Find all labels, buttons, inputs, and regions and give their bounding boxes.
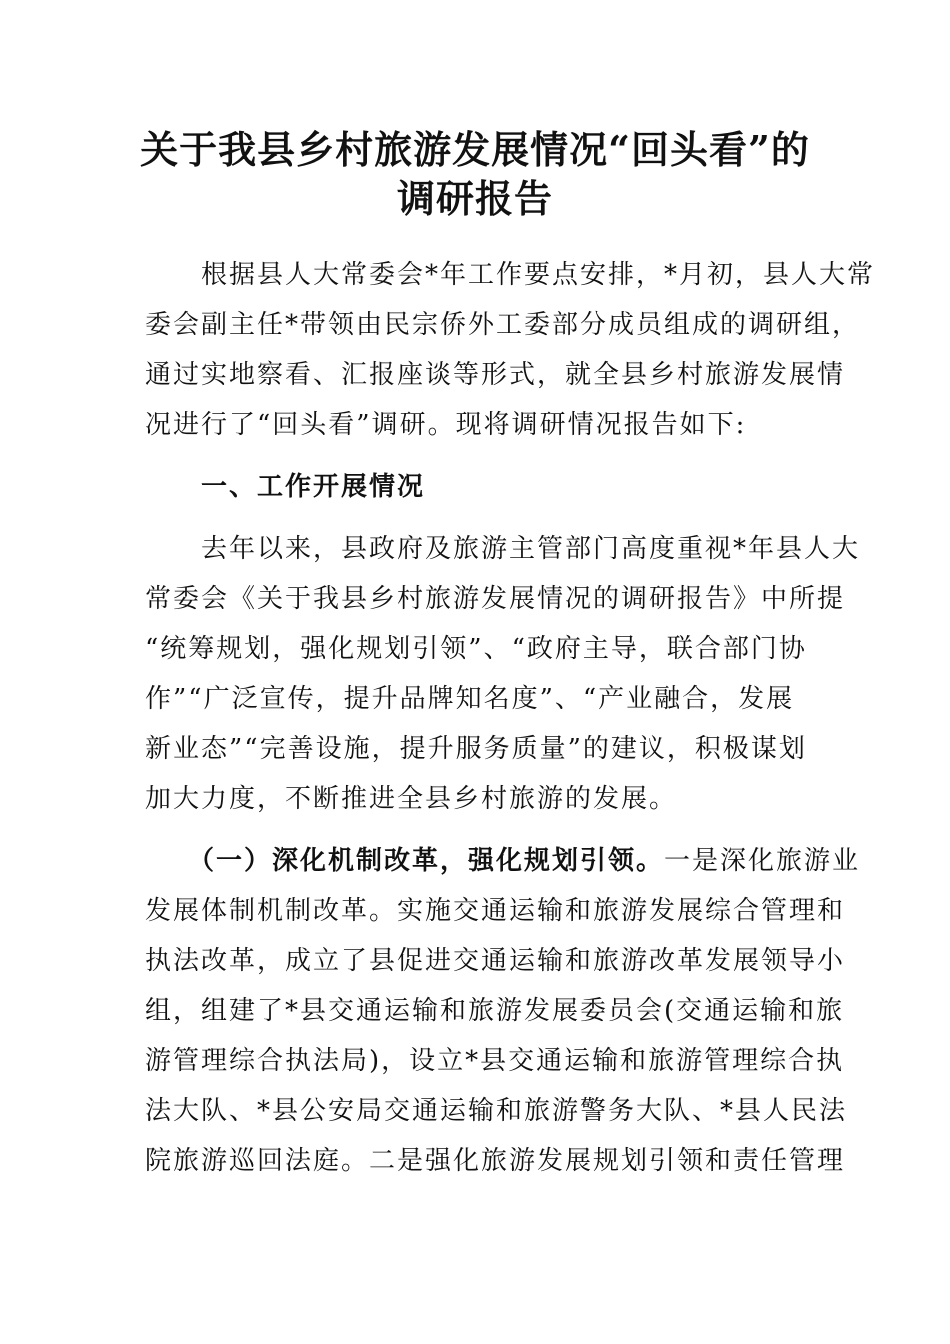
paragraph-line: 根据县人大常委会*年工作要点安排，*月初，县人大常 [145,260,876,290]
subsection-heading: （一）深化机制改革，强化规划引领。 [145,846,665,876]
paragraph-line: 委会副主任*带领由民宗侨外工委部分成员组成的调研组， [145,310,861,340]
document-title-line-2: 调研报告 [396,176,553,221]
subsection-text: 一是深化旅游业 [664,846,861,876]
paragraph-line: 作”“广泛宣传，提升品牌知名度”、“产业融合，发展 [145,684,795,714]
section-heading: 一、工作开展情况 [145,472,426,502]
paragraph-line: 去年以来，县政府及旅游主管部门高度重视*年县人大 [145,534,861,564]
paragraph-line: 常委会《关于我县乡村旅游发展情况的调研报告》中所提 [145,584,846,614]
paragraph-line: 游管理综合执法局)，设立*县交通运输和旅游管理综合执 [145,1046,845,1076]
paragraph-line: 加大力度，不断推进全县乡村旅游的发展。 [145,784,678,814]
paragraph-line: 通过实地察看、汇报座谈等形式，就全县乡村旅游发展情 [145,360,846,390]
paragraph-line: 组，组建了*县交通运输和旅游发展委员会(交通运输和旅 [145,996,845,1026]
paragraph-line: 新业态”“完善设施，提升服务质量”的建议，积极谋划 [145,734,807,764]
paragraph-line: 况进行了“回头看”调研。现将调研情况报告如下: [145,410,747,440]
subsection-first-line [145,844,861,878]
paragraph-line: “统筹规划，强化规划引领”、“政府主导，联合部门协 [145,634,807,664]
paragraph-line: 院旅游巡回法庭。二是强化旅游发展规划引领和责任管理 [145,1146,846,1176]
paragraph-line: 法大队、*县公安局交通运输和旅游警务大队、*县人民法 [145,1096,848,1126]
paragraph-line: 发展体制机制改革。实施交通运输和旅游发展综合管理和 [145,896,846,926]
paragraph-line: 执法改革，成立了县促进交通运输和旅游改革发展领导小 [145,946,846,976]
document-title-line-1: 关于我县乡村旅游发展情况“回头看”的 [140,127,810,172]
